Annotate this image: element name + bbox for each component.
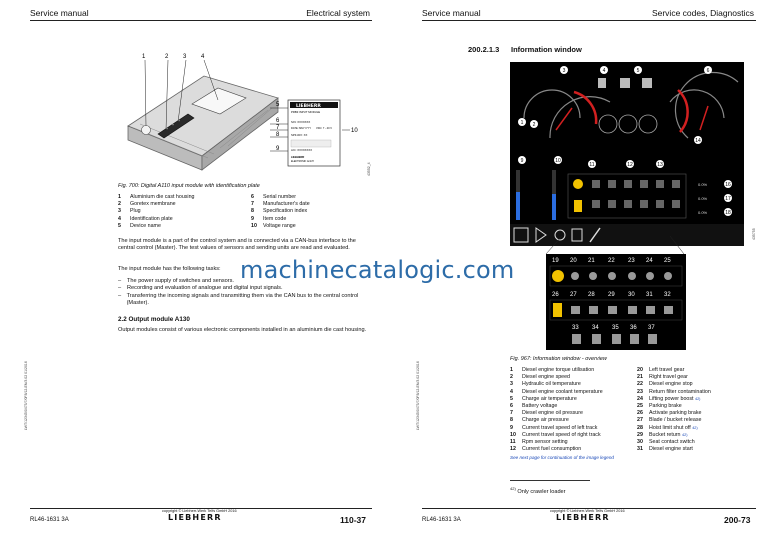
vertical-doc-code: LWT/12345/0475/7/0F8/12-EN/3.02 01/2016 (24, 361, 28, 430)
legend-item: 27 Blade / bucket release (637, 417, 702, 424)
footer-copyright: copyright © Liebherr-Werk Telfs GmbH 2016 (550, 509, 625, 513)
intro-paragraph: The input module is a part of the control system and is connected via a CAN-bus interface to the central control (Master). The test values of sensors and sending units are read and evaluated. (118, 238, 356, 252)
header-title: Service manual (30, 8, 89, 18)
label-29: 29 (608, 292, 615, 298)
readout-2: 0.0% (698, 196, 708, 201)
tasks-intro: The input module has the following tasks: (118, 266, 221, 272)
figure-caption: Fig. 700: Digital A110 input module with identification plate (118, 183, 260, 189)
label-33: 33 (572, 325, 579, 331)
legend-item: 6 Serial number (251, 194, 296, 200)
legend-item: 12 Current fuel consumption (510, 446, 582, 453)
legend-col2 (251, 194, 373, 230)
plate-line-date: DATE: MM.YYYY (291, 127, 312, 130)
label-24: 24 (646, 258, 653, 264)
task-item: – The power supply of switches and sensors. (118, 278, 234, 284)
legend-item: 23 Return filter contamination (637, 388, 711, 395)
plate-line-serial: S/N: XXXXXXX (291, 120, 311, 124)
legend-item: 5 Device name (118, 222, 161, 229)
section-title: Information window (511, 45, 582, 54)
legend-item: 28 Hoist limit shut off 42) (637, 424, 698, 431)
plate-barcode (291, 140, 331, 147)
label-37: 37 (648, 325, 655, 331)
legend-item: 10 Voltage range (251, 222, 296, 229)
footnote-ref: 42) (694, 396, 701, 401)
label-23: 23 (628, 258, 635, 264)
legend-item: 3 Hydraulic oil temperature (510, 381, 581, 388)
label-35: 35 (612, 325, 619, 331)
screen-callout-16: 16 (725, 182, 731, 188)
legend-item: 1 Diesel engine torque utilisation (510, 367, 595, 373)
legend-item: 5 Charge air temperature (510, 395, 577, 402)
callout-10: 10 (351, 128, 358, 134)
figure-side-code: 435755 (752, 228, 756, 240)
footer-copyright: copyright © Liebherr-Werk Telfs GmbH 2016 (162, 509, 237, 513)
legend-item: 10 Current travel speed of right track (510, 431, 601, 438)
screen-callout-5: 5 (636, 68, 640, 74)
footer-code: RL46-1631 3A (30, 517, 69, 523)
header-rule (30, 20, 372, 21)
plate-line-name: PRB3 INPUT MODULE (291, 110, 321, 114)
footnote (510, 486, 566, 495)
callout-8: 8 (276, 132, 280, 138)
plate-line-ac: A/C: XXXXXXXX (291, 148, 313, 152)
vertical-doc-code: LWT/12345/0475/7/0F8/12-EN/3.02 01/2016 (416, 361, 420, 430)
label-34: 34 (592, 325, 599, 331)
legend-item: 29 Bucket return 42) (637, 431, 688, 438)
legend-item: 7 Manufacturer's date (251, 201, 310, 208)
legend-item: 8 Specification index (251, 208, 308, 215)
callout-1: 1 (142, 54, 146, 60)
readout-3: 0.0% (698, 210, 708, 215)
legend-item: 30 Seat contact switch (637, 439, 695, 446)
callout-2: 2 (165, 54, 169, 60)
screen-callout-14: 14 (695, 138, 701, 144)
screen-callout-13: 13 (657, 162, 663, 168)
legend-item: 24 Lifting power boost 42) (637, 395, 701, 402)
information-window-screen (510, 62, 744, 246)
legend-item: 1 Aluminium die cast housing (118, 194, 195, 200)
label-21: 21 (588, 258, 595, 264)
label-25: 25 (664, 258, 671, 264)
callout-6: 6 (276, 118, 280, 124)
label-20: 20 (570, 258, 577, 264)
label-27: 27 (570, 292, 577, 298)
footer-code: RL46-1631 3A (422, 517, 461, 523)
header-title: Service manual (422, 8, 481, 18)
legend-item: 9 Item code (251, 215, 287, 222)
legend-item: 7 Diesel engine oil pressure (510, 410, 583, 417)
screen-callout-17: 17 (725, 196, 731, 202)
footnote-ref: 42) (682, 432, 688, 437)
legend-col2 (637, 367, 762, 453)
footnote-rule (510, 480, 590, 481)
plate-detail (270, 98, 380, 170)
legend-item: 4 Identification plate (118, 215, 173, 222)
goretex-membrane (142, 126, 151, 135)
screen-callout-2: 2 (532, 122, 536, 128)
section-number: 200.2.1.3 (468, 45, 500, 54)
legend-item: 11 Rpm sensor setting (510, 439, 568, 446)
callout-7: 7 (276, 125, 280, 131)
screen-callout-18: 18 (725, 210, 731, 216)
legend-item: 25 Parking brake (637, 403, 682, 410)
figure-caption: Fig. 967: Information window - overview (510, 356, 607, 362)
plate-line-maker2: ELEKTRONIK GmbH (291, 160, 314, 163)
legend-item: 21 Right travel gear (637, 374, 688, 381)
legend-item: 6 Battery voltage (510, 403, 558, 410)
figure-side-code: 43552_4 (367, 162, 371, 176)
zoom-lines (544, 236, 764, 256)
output-module-paragraph: Output modules consist of various electronic components installed in an aluminium die cast housing. (118, 327, 367, 333)
task-item: – Transferring the incoming signals and transmitting them via the CAN bus to the central control (Master). (118, 292, 359, 306)
subheading: 2.2 Output module A130 (118, 316, 190, 323)
footnote-marker: 42) (510, 486, 516, 491)
legend-item: 31 Diesel engine start (637, 446, 693, 453)
callout-3: 3 (183, 54, 187, 60)
label-30: 30 (628, 292, 635, 298)
parking-brake-icon (553, 303, 562, 317)
screen-callout-10: 10 (555, 158, 561, 164)
task-item: – Recording and evaluation of analogue and digital input signals. (118, 285, 283, 292)
readout-1: 0.0% (698, 182, 708, 187)
continuation-link[interactable]: See next page for continuation of the image legend (510, 455, 614, 460)
label-28: 28 (588, 292, 595, 298)
legend-col1 (510, 367, 630, 453)
callout-5: 5 (276, 102, 280, 108)
plate-line-maker: LIEBHERR (291, 156, 305, 159)
legend-item: 26 Activate parking brake (637, 410, 702, 417)
screen-callout-3: 3 (562, 68, 566, 74)
page-number: 200-73 (724, 515, 751, 525)
legend-item: 8 Charge air pressure (510, 417, 569, 424)
header-section: Electrical system (306, 8, 370, 18)
screen-callout-9: 9 (520, 158, 524, 164)
legend-item: 2 Goretex membrane (118, 201, 176, 208)
footer-brand: LIEBHERR (168, 513, 222, 522)
page-number: 110-37 (340, 515, 366, 525)
watermark: machinecatalogic.com (240, 256, 515, 284)
parking-p-icon (574, 200, 582, 212)
screen-callout-11: 11 (589, 162, 595, 168)
label-36: 36 (630, 325, 637, 331)
plate-logo: LIEBHERR (296, 104, 321, 109)
header-section: Service codes, Diagnostics (651, 8, 754, 18)
screen-callout-12: 12 (627, 162, 633, 168)
legend-item: 4 Diesel engine coolant temperature (510, 388, 603, 395)
plate-line-spf: SPF-IDX: XX (291, 133, 308, 137)
footer-brand: LIEBHERR (556, 513, 610, 522)
torque-warning-icon (573, 179, 583, 189)
indicator-detail-panel (546, 254, 686, 350)
screen-callout-6: 6 (706, 68, 710, 74)
legend-item: 2 Diesel engine speed (510, 374, 571, 381)
screen-callout-4: 4 (602, 68, 606, 74)
torque-utilisation-icon (552, 270, 564, 282)
legend-item: 9 Current travel speed of left track (510, 424, 598, 431)
label-31: 31 (646, 292, 653, 298)
label-26: 26 (552, 292, 559, 298)
legend-item: 22 Diesel engine stop (637, 381, 693, 388)
legend-col1 (118, 194, 240, 230)
callout-4: 4 (201, 54, 205, 60)
label-19: 19 (552, 258, 559, 264)
label-32: 32 (664, 292, 671, 298)
label-22: 22 (608, 258, 615, 264)
callout-9: 9 (276, 146, 280, 152)
legend-item: 3 Plug (118, 208, 141, 215)
screen-callout-1: 1 (520, 120, 524, 126)
header-rule (422, 20, 756, 21)
footnote-text: Only crawler loader (517, 488, 566, 495)
legend-item: 20 Left travel gear (637, 367, 685, 373)
footnote-ref: 42) (692, 425, 698, 430)
plate-line-vdc: VDC: 7 - 40 V (316, 127, 333, 130)
